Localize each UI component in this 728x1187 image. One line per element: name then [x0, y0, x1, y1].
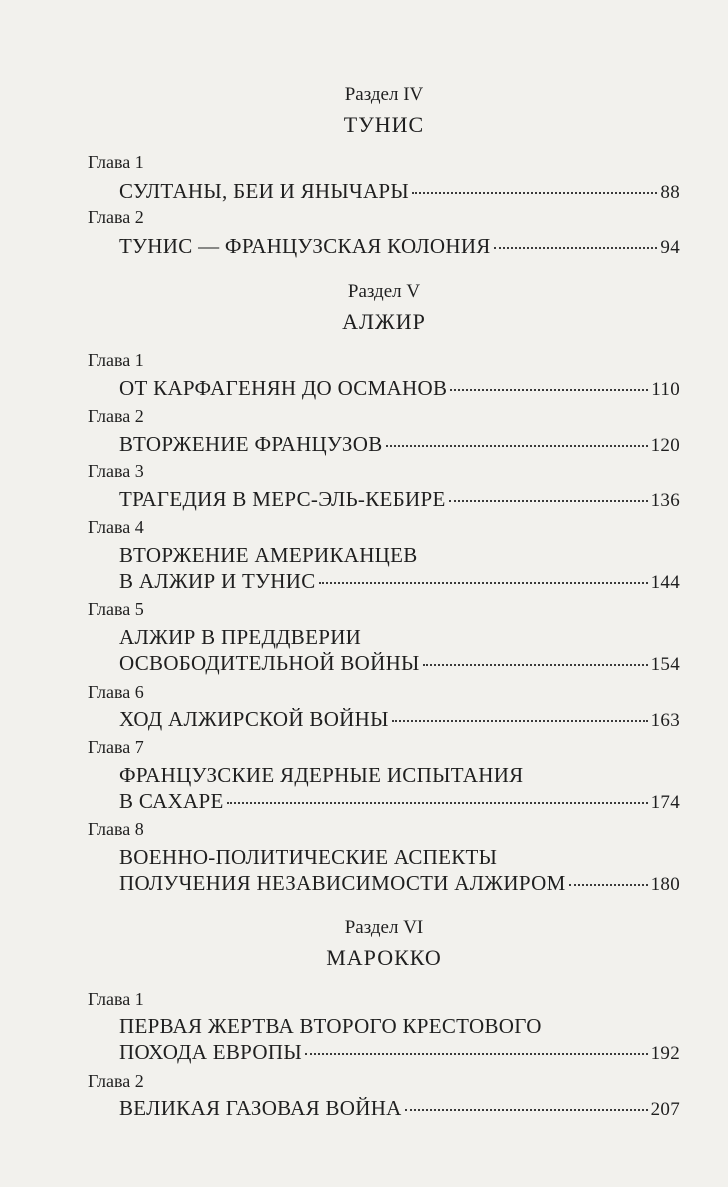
dot-leader — [227, 802, 648, 804]
chapter-title: ВЕЛИКАЯ ГАЗОВАЯ ВОЙНА — [119, 1096, 402, 1120]
toc-entry[interactable] — [119, 568, 680, 596]
page-number: 180 — [650, 874, 680, 895]
section-name: МАРОККО — [326, 945, 442, 970]
dot-leader — [392, 720, 648, 722]
toc-entry[interactable] — [119, 1095, 680, 1123]
chapter-label: Глава 2 — [88, 406, 144, 426]
chapter-label: Глава 1 — [88, 350, 144, 370]
chapter-title: ХОД АЛЖИРСКОЙ ВОЙНЫ — [119, 707, 389, 731]
chapter-label: Глава 6 — [88, 682, 144, 702]
toc-entry[interactable] — [119, 706, 680, 734]
dot-leader — [319, 582, 648, 584]
page-number: 88 — [660, 182, 680, 203]
page-number: 154 — [650, 654, 680, 675]
page-number: 136 — [650, 490, 680, 511]
chapter-label: Глава 1 — [88, 989, 144, 1009]
section-header — [0, 917, 728, 971]
chapter-label: Глава 2 — [88, 1071, 144, 1091]
dot-leader — [423, 664, 648, 666]
section-header — [0, 84, 728, 138]
toc-entry-line-1[interactable] — [119, 762, 680, 788]
page-number: 94 — [660, 237, 680, 258]
page-number: 110 — [651, 379, 680, 400]
dot-leader — [386, 445, 648, 447]
toc-entry-line-1[interactable] — [119, 624, 680, 650]
page-number: 207 — [650, 1099, 680, 1120]
page-number: 163 — [650, 710, 680, 731]
toc-entry[interactable] — [119, 486, 680, 514]
dot-leader — [449, 500, 648, 502]
section-name: ТУНИС — [343, 112, 425, 137]
dot-leader — [494, 247, 658, 249]
toc-entry[interactable] — [119, 788, 680, 816]
chapter-title: ТРАГЕДИЯ В МЕРС-ЭЛЬ-КЕБИРЕ — [119, 487, 446, 511]
page-number: 174 — [650, 792, 680, 813]
chapter-title: ТУНИС — ФРАНЦУЗСКАЯ КОЛОНИЯ — [119, 234, 491, 258]
chapter-title: В САХАРЕ — [119, 789, 224, 813]
page-number: 192 — [650, 1043, 680, 1064]
chapter-title: ОТ КАРФАГЕНЯН ДО ОСМАНОВ — [119, 376, 448, 400]
dot-leader — [305, 1053, 648, 1055]
dot-leader — [405, 1109, 648, 1111]
section-label: Раздел V — [347, 281, 421, 302]
toc-entry-line-1[interactable] — [119, 844, 680, 870]
section-label: Раздел IV — [344, 84, 424, 105]
dot-leader — [450, 389, 648, 391]
toc-entry[interactable] — [119, 1039, 680, 1067]
chapter-title: СУЛТАНЫ, БЕИ И ЯНЫЧАРЫ — [119, 179, 410, 203]
chapter-title: В АЛЖИР И ТУНИС — [119, 569, 316, 593]
toc-entry[interactable] — [119, 178, 680, 206]
toc-entry[interactable] — [119, 870, 680, 898]
page-number: 144 — [650, 572, 680, 593]
section-label: Раздел VI — [344, 917, 424, 938]
chapter-title: ФРАНЦУЗСКИЕ ЯДЕРНЫЕ ИСПЫТАНИЯ — [119, 763, 524, 787]
dot-leader — [569, 884, 648, 886]
toc-entry[interactable] — [119, 650, 680, 678]
chapter-title: ПОХОДА ЕВРОПЫ — [119, 1040, 302, 1064]
chapter-title: ПОЛУЧЕНИЯ НЕЗАВИСИМОСТИ АЛЖИРОМ — [119, 871, 566, 895]
toc-entry[interactable] — [119, 431, 680, 459]
chapter-title: ВОЕННО-ПОЛИТИЧЕСКИЕ АСПЕКТЫ — [119, 845, 498, 869]
toc-entry[interactable] — [119, 233, 680, 261]
dot-leader — [412, 192, 657, 194]
chapter-title: ОСВОБОДИТЕЛЬНОЙ ВОЙНЫ — [119, 651, 420, 675]
toc-entry-line-1[interactable] — [119, 1013, 680, 1039]
chapter-label: Глава 2 — [88, 207, 144, 227]
page-number: 120 — [650, 435, 680, 456]
chapter-label: Глава 8 — [88, 819, 144, 839]
chapter-label: Глава 7 — [88, 737, 144, 757]
toc-entry[interactable] — [119, 375, 680, 403]
chapter-title: ВТОРЖЕНИЕ ФРАНЦУЗОВ — [119, 432, 383, 456]
section-header — [0, 281, 728, 335]
toc-entry-line-1[interactable] — [119, 542, 680, 568]
section-name: АЛЖИР — [342, 309, 426, 334]
chapter-label: Глава 3 — [88, 461, 144, 481]
chapter-label: Глава 4 — [88, 517, 144, 537]
chapter-label: Глава 5 — [88, 599, 144, 619]
chapter-title: ПЕРВАЯ ЖЕРТВА ВТОРОГО КРЕСТОВОГО — [119, 1014, 542, 1038]
chapter-title: ВТОРЖЕНИЕ АМЕРИКАНЦЕВ — [119, 543, 418, 567]
chapter-label: Глава 1 — [88, 152, 144, 172]
chapter-title: АЛЖИР В ПРЕДДВЕРИИ — [119, 625, 362, 649]
